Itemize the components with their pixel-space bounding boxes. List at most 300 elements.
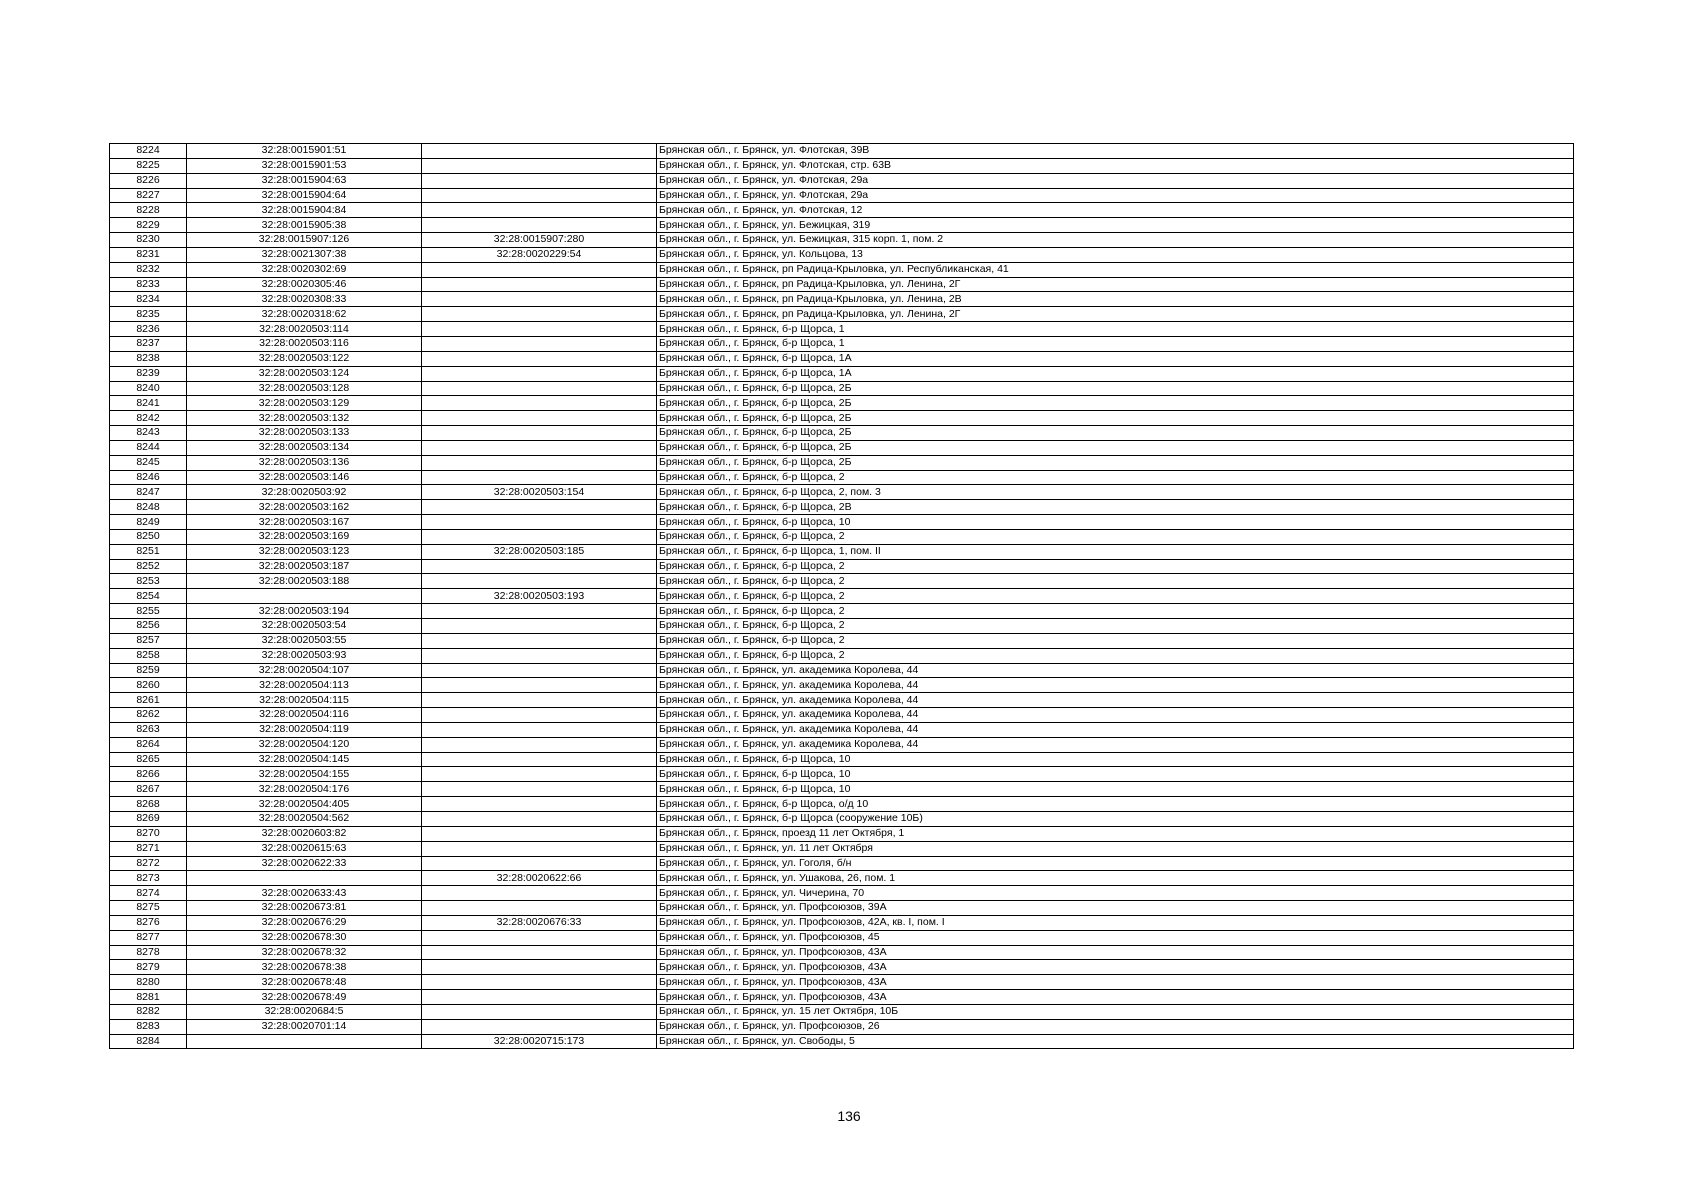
table-row xyxy=(110,173,1574,188)
row-number-cell: 8271 xyxy=(110,841,187,856)
table-row xyxy=(110,604,1574,619)
table-row xyxy=(110,589,1574,604)
address-cell: Брянская обл., г. Брянск, б-р Щорса, 1 xyxy=(657,336,1574,351)
row-number-cell: 8225 xyxy=(110,158,187,173)
cadastral-number-cell: 32:28:0020503:136 xyxy=(187,455,422,470)
address-cell: Брянская обл., г. Брянск, рп Радица-Крыловка, ул. Ленина, 2В xyxy=(657,292,1574,307)
address-cell: Брянская обл., г. Брянск, ул. Флотская, 39В xyxy=(657,144,1574,159)
table-row xyxy=(110,574,1574,589)
row-number-cell: 8255 xyxy=(110,604,187,619)
address-cell: Брянская обл., г. Брянск, проезд 11 лет Октября, 1 xyxy=(657,826,1574,841)
row-number-cell: 8263 xyxy=(110,722,187,737)
cadastral-number-cell: 32:28:0020302:69 xyxy=(187,262,422,277)
address-cell: Брянская обл., г. Брянск, б-р Щорса, 2Б xyxy=(657,455,1574,470)
related-cadastral-number-cell xyxy=(422,767,657,782)
related-cadastral-number-cell xyxy=(422,663,657,678)
cadastral-number-cell: 32:28:0020503:187 xyxy=(187,559,422,574)
related-cadastral-number-cell xyxy=(422,782,657,797)
address-cell: Брянская обл., г. Брянск, ул. Флотская, 29а xyxy=(657,173,1574,188)
row-number-cell: 8249 xyxy=(110,515,187,530)
table-row xyxy=(110,455,1574,470)
address-cell: Брянская обл., г. Брянск, б-р Щорса, 2Б xyxy=(657,396,1574,411)
cadastral-number-cell: 32:28:0020504:155 xyxy=(187,767,422,782)
table-row xyxy=(110,856,1574,871)
related-cadastral-number-cell xyxy=(422,292,657,307)
row-number-cell: 8254 xyxy=(110,589,187,604)
table-row xyxy=(110,485,1574,500)
table-body xyxy=(110,144,1574,1049)
related-cadastral-number-cell: 32:28:0020503:185 xyxy=(422,544,657,559)
cadastral-number-cell: 32:28:0015907:126 xyxy=(187,233,422,248)
address-cell: Брянская обл., г. Брянск, б-р Щорса, 1А xyxy=(657,351,1574,366)
row-number-cell: 8226 xyxy=(110,173,187,188)
address-cell: Брянская обл., г. Брянск, ул. академика Королева, 44 xyxy=(657,708,1574,723)
cadastral-number-cell: 32:28:0015901:53 xyxy=(187,158,422,173)
address-cell: Брянская обл., г. Брянск, б-р Щорса, 10 xyxy=(657,515,1574,530)
address-cell: Брянская обл., г. Брянск, ул. Профсоюзов, 43А xyxy=(657,945,1574,960)
table-row xyxy=(110,752,1574,767)
cadastral-number-cell: 32:28:0020503:132 xyxy=(187,411,422,426)
address-cell: Брянская обл., г. Брянск, ул. Профсоюзов, 39А xyxy=(657,901,1574,916)
address-cell: Брянская обл., г. Брянск, ул. Ушакова, 26, пом. 1 xyxy=(657,871,1574,886)
address-cell: Брянская обл., г. Брянск, б-р Щорса, 2 xyxy=(657,559,1574,574)
address-cell: Брянская обл., г. Брянск, ул. Профсоюзов, 42А, кв. I, пом. I xyxy=(657,915,1574,930)
address-cell: Брянская обл., г. Брянск, б-р Щорса, о/д 10 xyxy=(657,797,1574,812)
address-cell: Брянская обл., г. Брянск, б-р Щорса, 10 xyxy=(657,767,1574,782)
cadastral-number-cell: 32:28:0020504:116 xyxy=(187,708,422,723)
table-row xyxy=(110,322,1574,337)
row-number-cell: 8261 xyxy=(110,693,187,708)
row-number-cell: 8228 xyxy=(110,203,187,218)
address-cell: Брянская обл., г. Брянск, ул. Свободы, 5 xyxy=(657,1034,1574,1049)
row-number-cell: 8250 xyxy=(110,529,187,544)
row-number-cell: 8233 xyxy=(110,277,187,292)
related-cadastral-number-cell: 32:28:0020229:54 xyxy=(422,247,657,262)
related-cadastral-number-cell xyxy=(422,633,657,648)
row-number-cell: 8244 xyxy=(110,440,187,455)
row-number-cell: 8277 xyxy=(110,930,187,945)
cadastral-number-cell: 32:28:0020622:33 xyxy=(187,856,422,871)
cadastral-number-cell: 32:28:0020503:162 xyxy=(187,500,422,515)
cadastral-number-cell xyxy=(187,871,422,886)
cadastral-number-cell: 32:28:0020684:5 xyxy=(187,1004,422,1019)
related-cadastral-number-cell xyxy=(422,930,657,945)
cadastral-number-cell: 32:28:0020673:81 xyxy=(187,901,422,916)
cadastral-number-cell: 32:28:0020503:128 xyxy=(187,381,422,396)
cadastral-number-cell: 32:28:0015901:51 xyxy=(187,144,422,159)
related-cadastral-number-cell: 32:28:0020503:193 xyxy=(422,589,657,604)
related-cadastral-number-cell xyxy=(422,619,657,634)
row-number-cell: 8234 xyxy=(110,292,187,307)
row-number-cell: 8278 xyxy=(110,945,187,960)
cadastral-number-cell: 32:28:0020503:93 xyxy=(187,648,422,663)
address-cell: Брянская обл., г. Брянск, б-р Щорса (сооружение 10Б) xyxy=(657,811,1574,826)
page-number: 136 xyxy=(837,1108,861,1124)
table-row xyxy=(110,158,1574,173)
row-number-cell: 8276 xyxy=(110,915,187,930)
table-row xyxy=(110,930,1574,945)
row-number-cell: 8239 xyxy=(110,366,187,381)
table-row xyxy=(110,663,1574,678)
related-cadastral-number-cell: 32:28:0015907:280 xyxy=(422,233,657,248)
row-number-cell: 8232 xyxy=(110,262,187,277)
row-number-cell: 8262 xyxy=(110,708,187,723)
related-cadastral-number-cell xyxy=(422,322,657,337)
table-row xyxy=(110,262,1574,277)
cadastral-number-cell: 32:28:0020504:119 xyxy=(187,722,422,737)
row-number-cell: 8253 xyxy=(110,574,187,589)
address-cell: Брянская обл., г. Брянск, рп Радица-Крыловка, ул. Республиканская, 41 xyxy=(657,262,1574,277)
row-number-cell: 8260 xyxy=(110,678,187,693)
table-row xyxy=(110,619,1574,634)
address-cell: Брянская обл., г. Брянск, ул. Бежицкая, 315 корп. 1, пом. 2 xyxy=(657,233,1574,248)
cadastral-number-cell: 32:28:0015905:38 xyxy=(187,218,422,233)
address-cell: Брянская обл., г. Брянск, рп Радица-Крыловка, ул. Ленина, 2Г xyxy=(657,277,1574,292)
address-cell: Брянская обл., г. Брянск, б-р Щорса, 2 xyxy=(657,619,1574,634)
row-number-cell: 8266 xyxy=(110,767,187,782)
row-number-cell: 8236 xyxy=(110,322,187,337)
related-cadastral-number-cell xyxy=(422,945,657,960)
table-row xyxy=(110,990,1574,1005)
table-row xyxy=(110,559,1574,574)
related-cadastral-number-cell xyxy=(422,396,657,411)
table-row xyxy=(110,470,1574,485)
related-cadastral-number-cell xyxy=(422,856,657,871)
row-number-cell: 8268 xyxy=(110,797,187,812)
related-cadastral-number-cell xyxy=(422,381,657,396)
related-cadastral-number-cell: 32:28:0020503:154 xyxy=(422,485,657,500)
row-number-cell: 8227 xyxy=(110,188,187,203)
related-cadastral-number-cell xyxy=(422,529,657,544)
cadastral-number-cell: 32:28:0020603:82 xyxy=(187,826,422,841)
table-row xyxy=(110,708,1574,723)
related-cadastral-number-cell xyxy=(422,336,657,351)
cadastral-number-cell: 32:28:0015904:63 xyxy=(187,173,422,188)
address-cell: Брянская обл., г. Брянск, ул. академика Королева, 44 xyxy=(657,693,1574,708)
table-row xyxy=(110,737,1574,752)
table-row xyxy=(110,218,1574,233)
table-row xyxy=(110,841,1574,856)
address-cell: Брянская обл., г. Брянск, б-р Щорса, 2 xyxy=(657,648,1574,663)
related-cadastral-number-cell xyxy=(422,797,657,812)
address-cell: Брянская обл., г. Брянск, б-р Щорса, 1А xyxy=(657,366,1574,381)
address-cell: Брянская обл., г. Брянск, б-р Щорса, 2 xyxy=(657,589,1574,604)
cadastral-number-cell: 32:28:0020503:116 xyxy=(187,336,422,351)
cadastral-number-cell: 32:28:0020503:114 xyxy=(187,322,422,337)
related-cadastral-number-cell xyxy=(422,158,657,173)
related-cadastral-number-cell xyxy=(422,648,657,663)
address-cell: Брянская обл., г. Брянск, б-р Щорса, 1, пом. II xyxy=(657,544,1574,559)
table-row xyxy=(110,144,1574,159)
related-cadastral-number-cell xyxy=(422,411,657,426)
related-cadastral-number-cell xyxy=(422,841,657,856)
row-number-cell: 8272 xyxy=(110,856,187,871)
cadastral-number-cell: 32:28:0020503:123 xyxy=(187,544,422,559)
related-cadastral-number-cell xyxy=(422,811,657,826)
row-number-cell: 8273 xyxy=(110,871,187,886)
address-cell: Брянская обл., г. Брянск, ул. Профсоюзов, 43А xyxy=(657,975,1574,990)
cadastral-number-cell: 32:28:0021307:38 xyxy=(187,247,422,262)
related-cadastral-number-cell xyxy=(422,307,657,322)
row-number-cell: 8245 xyxy=(110,455,187,470)
cadastral-number-cell: 32:28:0020503:124 xyxy=(187,366,422,381)
table-row xyxy=(110,1019,1574,1034)
table-row xyxy=(110,960,1574,975)
related-cadastral-number-cell xyxy=(422,426,657,441)
row-number-cell: 8243 xyxy=(110,426,187,441)
cadastral-number-cell: 32:28:0020504:120 xyxy=(187,737,422,752)
row-number-cell: 8237 xyxy=(110,336,187,351)
cadastral-number-cell: 32:28:0020318:62 xyxy=(187,307,422,322)
row-number-cell: 8231 xyxy=(110,247,187,262)
table-row xyxy=(110,188,1574,203)
related-cadastral-number-cell xyxy=(422,440,657,455)
address-cell: Брянская обл., г. Брянск, б-р Щорса, 2 xyxy=(657,633,1574,648)
address-cell: Брянская обл., г. Брянск, рп Радица-Крыловка, ул. Ленина, 2Г xyxy=(657,307,1574,322)
address-cell: Брянская обл., г. Брянск, б-р Щорса, 2Б xyxy=(657,440,1574,455)
table-row xyxy=(110,440,1574,455)
table-row xyxy=(110,633,1574,648)
address-cell: Брянская обл., г. Брянск, ул. Флотская, 29а xyxy=(657,188,1574,203)
table-row xyxy=(110,292,1574,307)
related-cadastral-number-cell xyxy=(422,693,657,708)
related-cadastral-number-cell xyxy=(422,722,657,737)
related-cadastral-number-cell xyxy=(422,455,657,470)
table-row xyxy=(110,233,1574,248)
row-number-cell: 8281 xyxy=(110,990,187,1005)
table-row xyxy=(110,767,1574,782)
table-row xyxy=(110,203,1574,218)
cadastral-number-cell: 32:28:0020503:54 xyxy=(187,619,422,634)
row-number-cell: 8224 xyxy=(110,144,187,159)
cadastral-number-cell: 32:28:0020503:169 xyxy=(187,529,422,544)
address-cell: Брянская обл., г. Брянск, ул. Гоголя, б/н xyxy=(657,856,1574,871)
row-number-cell: 8274 xyxy=(110,886,187,901)
row-number-cell: 8267 xyxy=(110,782,187,797)
cadastral-number-cell: 32:28:0020504:113 xyxy=(187,678,422,693)
address-cell: Брянская обл., г. Брянск, ул. академика Королева, 44 xyxy=(657,722,1574,737)
cadastral-number-cell: 32:28:0020503:133 xyxy=(187,426,422,441)
related-cadastral-number-cell xyxy=(422,351,657,366)
cadastral-number-cell: 32:28:0020676:29 xyxy=(187,915,422,930)
cadastral-number-cell: 32:28:0020701:14 xyxy=(187,1019,422,1034)
cadastral-number-cell: 32:28:0020504:176 xyxy=(187,782,422,797)
address-cell: Брянская обл., г. Брянск, б-р Щорса, 2Б xyxy=(657,426,1574,441)
table-row xyxy=(110,648,1574,663)
related-cadastral-number-cell xyxy=(422,574,657,589)
table-row xyxy=(110,693,1574,708)
related-cadastral-number-cell xyxy=(422,262,657,277)
address-cell: Брянская обл., г. Брянск, б-р Щорса, 1 xyxy=(657,322,1574,337)
cadastral-number-cell: 32:28:0020678:32 xyxy=(187,945,422,960)
related-cadastral-number-cell xyxy=(422,218,657,233)
table-row xyxy=(110,797,1574,812)
table-row xyxy=(110,247,1574,262)
related-cadastral-number-cell xyxy=(422,500,657,515)
related-cadastral-number-cell xyxy=(422,144,657,159)
cadastral-number-cell: 32:28:0020504:107 xyxy=(187,663,422,678)
address-cell: Брянская обл., г. Брянск, ул. 11 лет Октября xyxy=(657,841,1574,856)
row-number-cell: 8230 xyxy=(110,233,187,248)
row-number-cell: 8279 xyxy=(110,960,187,975)
table-row xyxy=(110,1034,1574,1049)
cadastral-number-cell: 32:28:0020308:33 xyxy=(187,292,422,307)
related-cadastral-number-cell xyxy=(422,604,657,619)
row-number-cell: 8241 xyxy=(110,396,187,411)
related-cadastral-number-cell xyxy=(422,470,657,485)
table-row xyxy=(110,871,1574,886)
related-cadastral-number-cell xyxy=(422,366,657,381)
cadastral-number-cell: 32:28:0015904:64 xyxy=(187,188,422,203)
table-row xyxy=(110,678,1574,693)
table-row xyxy=(110,307,1574,322)
table-row xyxy=(110,336,1574,351)
cadastral-number-cell: 32:28:0020633:43 xyxy=(187,886,422,901)
table-row xyxy=(110,782,1574,797)
row-number-cell: 8252 xyxy=(110,559,187,574)
row-number-cell: 8284 xyxy=(110,1034,187,1049)
address-cell: Брянская обл., г. Брянск, ул. академика Королева, 44 xyxy=(657,678,1574,693)
related-cadastral-number-cell xyxy=(422,826,657,841)
table-row xyxy=(110,515,1574,530)
related-cadastral-number-cell xyxy=(422,990,657,1005)
table-row xyxy=(110,396,1574,411)
address-cell: Брянская обл., г. Брянск, б-р Щорса, 2 xyxy=(657,604,1574,619)
address-cell: Брянская обл., г. Брянск, б-р Щорса, 2 xyxy=(657,574,1574,589)
row-number-cell: 8265 xyxy=(110,752,187,767)
cadastral-number-cell xyxy=(187,1034,422,1049)
cadastral-number-cell: 32:28:0020503:188 xyxy=(187,574,422,589)
row-number-cell: 8275 xyxy=(110,901,187,916)
related-cadastral-number-cell xyxy=(422,173,657,188)
row-number-cell: 8256 xyxy=(110,619,187,634)
cadastral-number-cell: 32:28:0020503:194 xyxy=(187,604,422,619)
address-cell: Брянская обл., г. Брянск, б-р Щорса, 10 xyxy=(657,752,1574,767)
row-number-cell: 8258 xyxy=(110,648,187,663)
table-row xyxy=(110,529,1574,544)
related-cadastral-number-cell xyxy=(422,678,657,693)
table-row xyxy=(110,915,1574,930)
cadastral-number-cell: 32:28:0020504:562 xyxy=(187,811,422,826)
related-cadastral-number-cell xyxy=(422,559,657,574)
cadastral-number-cell: 32:28:0020504:115 xyxy=(187,693,422,708)
address-cell: Брянская обл., г. Брянск, ул. академика Королева, 44 xyxy=(657,737,1574,752)
address-cell: Брянская обл., г. Брянск, ул. Чичерина, 70 xyxy=(657,886,1574,901)
related-cadastral-number-cell xyxy=(422,960,657,975)
table-row xyxy=(110,826,1574,841)
related-cadastral-number-cell xyxy=(422,515,657,530)
row-number-cell: 8280 xyxy=(110,975,187,990)
table-row xyxy=(110,544,1574,559)
address-cell: Брянская обл., г. Брянск, ул. Профсоюзов, 43А xyxy=(657,960,1574,975)
cadastral-number-cell: 32:28:0020678:38 xyxy=(187,960,422,975)
address-cell: Брянская обл., г. Брянск, б-р Щорса, 2Б xyxy=(657,381,1574,396)
related-cadastral-number-cell xyxy=(422,975,657,990)
table-row xyxy=(110,901,1574,916)
related-cadastral-number-cell: 32:28:0020622:66 xyxy=(422,871,657,886)
table-row xyxy=(110,366,1574,381)
table-row xyxy=(110,886,1574,901)
cadastral-number-cell: 32:28:0020503:129 xyxy=(187,396,422,411)
row-number-cell: 8238 xyxy=(110,351,187,366)
row-number-cell: 8242 xyxy=(110,411,187,426)
row-number-cell: 8240 xyxy=(110,381,187,396)
cadastral-number-cell: 32:28:0020305:46 xyxy=(187,277,422,292)
related-cadastral-number-cell: 32:28:0020676:33 xyxy=(422,915,657,930)
address-cell: Брянская обл., г. Брянск, б-р Щорса, 10 xyxy=(657,782,1574,797)
related-cadastral-number-cell: 32:28:0020715:173 xyxy=(422,1034,657,1049)
table-row xyxy=(110,381,1574,396)
property-table xyxy=(109,143,1574,1049)
address-cell: Брянская обл., г. Брянск, б-р Щорса, 2, пом. 3 xyxy=(657,485,1574,500)
cadastral-number-cell: 32:28:0020503:167 xyxy=(187,515,422,530)
row-number-cell: 8235 xyxy=(110,307,187,322)
address-cell: Брянская обл., г. Брянск, ул. 15 лет Октября, 10Б xyxy=(657,1004,1574,1019)
related-cadastral-number-cell xyxy=(422,737,657,752)
row-number-cell: 8257 xyxy=(110,633,187,648)
related-cadastral-number-cell xyxy=(422,886,657,901)
row-number-cell: 8259 xyxy=(110,663,187,678)
row-number-cell: 8247 xyxy=(110,485,187,500)
table-row xyxy=(110,411,1574,426)
table-row xyxy=(110,426,1574,441)
table-row xyxy=(110,277,1574,292)
table-row xyxy=(110,811,1574,826)
cadastral-number-cell: 32:28:0020503:55 xyxy=(187,633,422,648)
row-number-cell: 8248 xyxy=(110,500,187,515)
row-number-cell: 8270 xyxy=(110,826,187,841)
related-cadastral-number-cell xyxy=(422,752,657,767)
cadastral-number-cell: 32:28:0020678:30 xyxy=(187,930,422,945)
address-cell: Брянская обл., г. Брянск, ул. Профсоюзов, 26 xyxy=(657,1019,1574,1034)
cadastral-number-cell: 32:28:0020678:49 xyxy=(187,990,422,1005)
related-cadastral-number-cell xyxy=(422,901,657,916)
row-number-cell: 8264 xyxy=(110,737,187,752)
address-cell: Брянская обл., г. Брянск, ул. Кольцова, 13 xyxy=(657,247,1574,262)
related-cadastral-number-cell xyxy=(422,1004,657,1019)
related-cadastral-number-cell xyxy=(422,277,657,292)
related-cadastral-number-cell xyxy=(422,203,657,218)
table-row xyxy=(110,945,1574,960)
related-cadastral-number-cell xyxy=(422,188,657,203)
address-cell: Брянская обл., г. Брянск, ул. Бежицкая, 319 xyxy=(657,218,1574,233)
address-cell: Брянская обл., г. Брянск, ул. Профсоюзов, 45 xyxy=(657,930,1574,945)
row-number-cell: 8229 xyxy=(110,218,187,233)
cadastral-number-cell: 32:28:0020504:145 xyxy=(187,752,422,767)
cadastral-number-cell: 32:28:0020503:146 xyxy=(187,470,422,485)
table-row xyxy=(110,500,1574,515)
table-row xyxy=(110,351,1574,366)
address-cell: Брянская обл., г. Брянск, б-р Щорса, 2В xyxy=(657,500,1574,515)
address-cell: Брянская обл., г. Брянск, ул. академика Королева, 44 xyxy=(657,663,1574,678)
address-cell: Брянская обл., г. Брянск, б-р Щорса, 2 xyxy=(657,470,1574,485)
row-number-cell: 8282 xyxy=(110,1004,187,1019)
cadastral-number-cell xyxy=(187,589,422,604)
row-number-cell: 8246 xyxy=(110,470,187,485)
cadastral-number-cell: 32:28:0015904:84 xyxy=(187,203,422,218)
address-cell: Брянская обл., г. Брянск, б-р Щорса, 2 xyxy=(657,529,1574,544)
cadastral-number-cell: 32:28:0020615:63 xyxy=(187,841,422,856)
cadastral-number-cell: 32:28:0020678:48 xyxy=(187,975,422,990)
related-cadastral-number-cell xyxy=(422,1019,657,1034)
row-number-cell: 8251 xyxy=(110,544,187,559)
related-cadastral-number-cell xyxy=(422,708,657,723)
cadastral-number-cell: 32:28:0020503:122 xyxy=(187,351,422,366)
table-row xyxy=(110,1004,1574,1019)
row-number-cell: 8283 xyxy=(110,1019,187,1034)
row-number-cell: 8269 xyxy=(110,811,187,826)
cadastral-number-cell: 32:28:0020503:134 xyxy=(187,440,422,455)
